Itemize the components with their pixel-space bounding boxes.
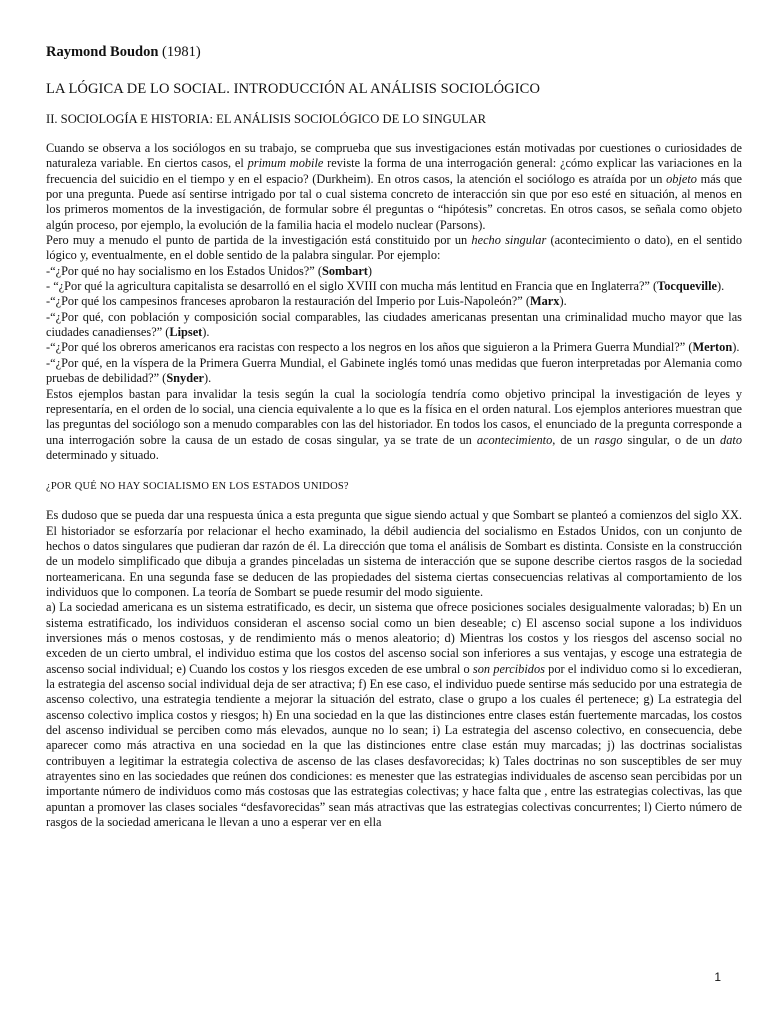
text-run: Cuando se observa a los sociólogos en su trabajo, se comprueba que sus investigaciones están motivadas por cuestiones o curiosidades de naturaleza variable. En ciertos casos, el [46, 141, 742, 171]
author-ref: Merton [692, 340, 733, 355]
text-run: a) La sociedad americana es un sistema estratificado, es decir, un sistema que ofrece posiciones sociales desigualmente valoradas; b) En un sistema estratificado, los individuos consideran el ascenso social como un bien deseable; c) El ascenso social supone a los individuos inversiones más o menos costosas, y de rendimiento más o menos aleatorio; d) Mientras los costos y los riesgos del ascenso social no exceden de un cierto umbral, el individuo estima que los costos del ascenso social son inferiores a sus ventajas, y escoge una estrategia de ascenso social individual; e) Cuando los costos y los riesgos exceden de ese umbral o [46, 600, 742, 676]
text-run: Estos ejemplos bastan para invalidar la tesis según la cual la sociología tendría como objetivo principal la investigación de leyes y representaría, en el orden de lo social, una ciencia equivalente a lo que es la física en el orden natural. Los ejemplos anteriores muestran que las preguntas del sociólogo son a menudo comparables con las del historiador. En todos los casos, el enunciado de la pregunta corresponde a una interrogación sobre la causa de un estado de cosas singular, ya se trate de un [46, 386, 742, 447]
example-question-sombart [46, 264, 742, 279]
author-ref: Snyder [166, 371, 205, 386]
author-name: Raymond Boudon [46, 44, 159, 60]
example-question-merton [46, 340, 742, 355]
text-run: , de un [552, 432, 595, 447]
text-run: - “¿Por qué la agricultura capitalista se desarrolló en el siglo XVIII con mucha más lentitud en Francia que en Inglaterra?” ( [46, 279, 658, 294]
book-title: LA LÓGICA DE LO SOCIAL. INTRODUCCIÓN AL ANÁLISIS SOCIOLÓGICO [46, 81, 541, 97]
author-ref: Sombart [321, 263, 368, 278]
italic-term: objeto [666, 171, 697, 186]
text-run: ). [202, 325, 210, 340]
author-ref: Lipset [169, 325, 203, 340]
author-ref: Tocqueville [657, 279, 718, 294]
text-run: ) [367, 263, 373, 278]
text-run: ). [732, 340, 740, 355]
text-run: Pero muy a menudo el punto de partida de la investigación está constituido por un [46, 233, 472, 248]
chapter-title: II. SOCIOLOGÍA E HISTORIA: EL ANÁLISIS SOCIOLÓGICO DE LO SINGULAR [46, 112, 487, 126]
italic-term: son percibidos [472, 661, 545, 676]
page-number: 1 [714, 970, 721, 984]
text-run: -“¿Por qué los obreros americanos era racistas con respecto a los negros en los años que siguieron a la Primera Guerra Mundial?” ( [46, 340, 693, 355]
intro-paragraph-2 [46, 233, 742, 264]
author-ref: Marx [529, 294, 560, 309]
text-run: ). [559, 294, 567, 309]
text-run: por el individuo como si lo excedieran, la estrategia del ascenso social individual deja de ser atractiva; f) En ese caso, el individuo puede sentirse más seducido por una estrategia de ascenso colectivo, una estrategia tendiente a mejorar la situación del estrato, clase o grupo a los cuales él pertenece; g) La estrategia del ascenso colectivo implica costos y riesgos; h) En una sociedad en la que las distinciones entre clases están fuertemente marcadas, los costos del ascenso individual se perciben como más elevados, aunque no lo sean; i) La estrategia del ascenso colectivo, en consecuencia, debe aparecer como más atractiva en una sociedad en la que las distinciones entre clase están muy marcadas; j) las doctrinas socialistas contribuyen a legitimar la estrategia colectiva de ascenso de las clases desfavorecidas; k) Tales doctrinas no son susceptibles de ser muy atrayentes sino en las sociedades que reúnen dos condiciones: es menester que las estrategias individuales de ascenso sean percibidas por un importante número de individuos como más costosas que las estrategias colectivas; y hace falta que , entre las estrategias colectivas, las que apuntan a promover las clases sociales “desfavorecidas” sean más atractivas que las estrategias colectivas concurrentes; l) Cierto número de rasgos de la sociedad americana le llevan a uno a esperar ver en ella [46, 661, 743, 830]
italic-term: hecho singular [471, 233, 547, 248]
section-paragraph-2 [46, 600, 742, 830]
italic-term: dato [720, 432, 742, 447]
section-paragraph-1: Es dudoso que se pueda dar una respuesta única a esta pregunta que sigue siendo actual y que Sombart se planteó a comienzos del siglo XX. El historiador se esforzaría por relacionar el hecho examinado, la débil audiencia del socialismo en Estados Unidos, con un conjunto de hechos o datos singulares que pudieran dar razón de él. La dirección que toma el análisis de Sombart es distinta. Consiste en la construcción de un modelo simplificado que dibuja a grandes pinceladas un sistema de interacción que se supone describe ciertos rasgos de la sociedad norteamericana. En una segunda fase se deducen de las propiedades del sistema ciertas consecuencias relativas al comportamiento de los individuos que lo componen. La teoría de Sombart se puede resumir del modo siguiente. [46, 508, 742, 599]
text-run: -“¿Por qué no hay socialismo en los Estados Unidos?” ( [46, 263, 322, 278]
italic-term: acontecimiento [476, 432, 553, 447]
italic-term: rasgo [594, 432, 623, 447]
text-run: -“¿Por qué, en la víspera de la Primera Guerra Mundial, el Gabinete inglés tomó unas medidas que fueron interpretadas por Alemania como pruebas de debilidad?” ( [46, 355, 742, 386]
text-run: reviste la forma de una interrogación general: ¿cómo explicar las variaciones en la frecuencia del suicidio en el tiempo y en el espacio? (Durkheim). En otros casos, la atención el sociólogo es atraída por un [46, 156, 743, 186]
publication-year: (1981) [162, 44, 201, 60]
text-run: ). [717, 279, 725, 294]
example-question-marx [46, 294, 742, 309]
text-run: determinado y situado. [46, 447, 159, 462]
example-question-lipset [46, 310, 742, 341]
section-heading: ¿POR QUÉ NO HAY SOCIALISMO EN LOS ESTADOS UNIDOS? [46, 481, 349, 493]
example-question-snyder [46, 356, 742, 387]
example-question-tocqueville [46, 279, 742, 294]
intro-paragraph-1 [46, 141, 742, 233]
text-run: (acontecimiento o dato), en el sentido lógico y, eventualmente, en el doble sentido de la palabra singular. Por ejemplo: [46, 233, 742, 263]
intro-paragraph-3 [46, 387, 742, 464]
text-run: singular, o de un [622, 432, 721, 447]
text-run: más que por una pregunta. Puede así sentirse intrigado por tal o cual sistema concreto de interacción sin que por eso esté en situación, al menos en los primeros momentos de la investigación, de formular sobre él preguntas o “hipótesis” concretas. En otros casos, se señala como objeto algún proceso, por ejemplo, la evolución de la familia hacia el modelo nuclear (Parsons). [46, 171, 742, 232]
text-run: -“¿Por qué los campesinos franceses aprobaron la restauración del Imperio por Luis-Napoleón?” ( [46, 294, 530, 309]
author-line [46, 44, 742, 61]
italic-term: primum mobile [247, 156, 324, 171]
text-run: ). [204, 371, 212, 386]
text-run: -“¿Por qué, con población y composición social comparables, las ciudades americanas presentan una criminalidad mucho mayor que las ciudades canadienses?” ( [46, 309, 742, 340]
